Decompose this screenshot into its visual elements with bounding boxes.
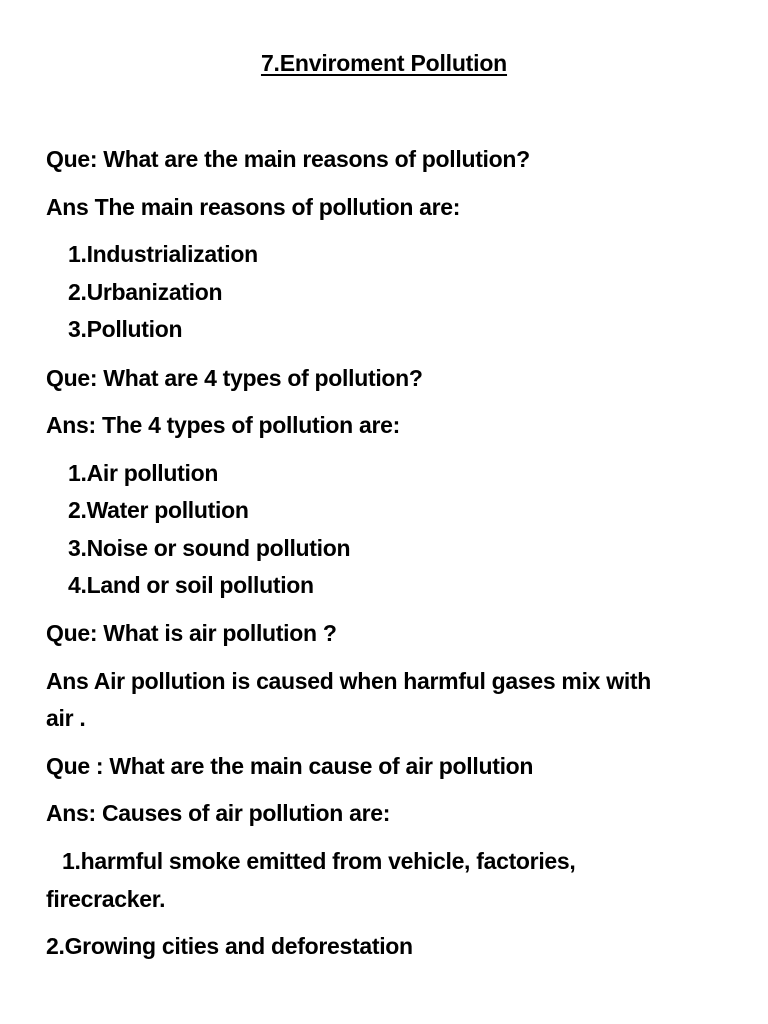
answer-1: Ans The main reasons of pollution are: xyxy=(46,194,461,220)
answer-3-line-2: air . xyxy=(46,705,86,731)
list-item: 3.Pollution xyxy=(68,316,183,342)
question-4: Que : What are the main cause of air pollution xyxy=(46,753,534,779)
cause-line-1: 1.harmful smoke emitted from vehicle, factories, xyxy=(62,848,576,874)
list-item: 1.Air pollution xyxy=(68,460,219,486)
question-1: Que: What are the main reasons of pollution? xyxy=(46,146,530,172)
list-item: 2.Water pollution xyxy=(68,497,249,523)
question-2: Que: What are 4 types of pollution? xyxy=(46,365,423,391)
list-item: 3.Noise or sound pollution xyxy=(68,535,351,561)
list-item: 2.Urbanization xyxy=(68,279,223,305)
answer-2: Ans: The 4 types of pollution are: xyxy=(46,412,400,438)
cause-line-3: 2.Growing cities and deforestation xyxy=(46,933,413,959)
list-item: 1.Industrialization xyxy=(68,241,258,267)
answer-3-line-1: Ans Air pollution is caused when harmful gases mix with xyxy=(46,668,652,694)
question-3: Que: What is air pollution ? xyxy=(46,620,337,646)
cause-line-2: firecracker. xyxy=(46,886,166,912)
list-item: 4.Land or soil pollution xyxy=(68,572,314,598)
answer-4: Ans: Causes of air pollution are: xyxy=(46,800,391,826)
page-title: 7.Enviroment Pollution xyxy=(260,50,508,76)
